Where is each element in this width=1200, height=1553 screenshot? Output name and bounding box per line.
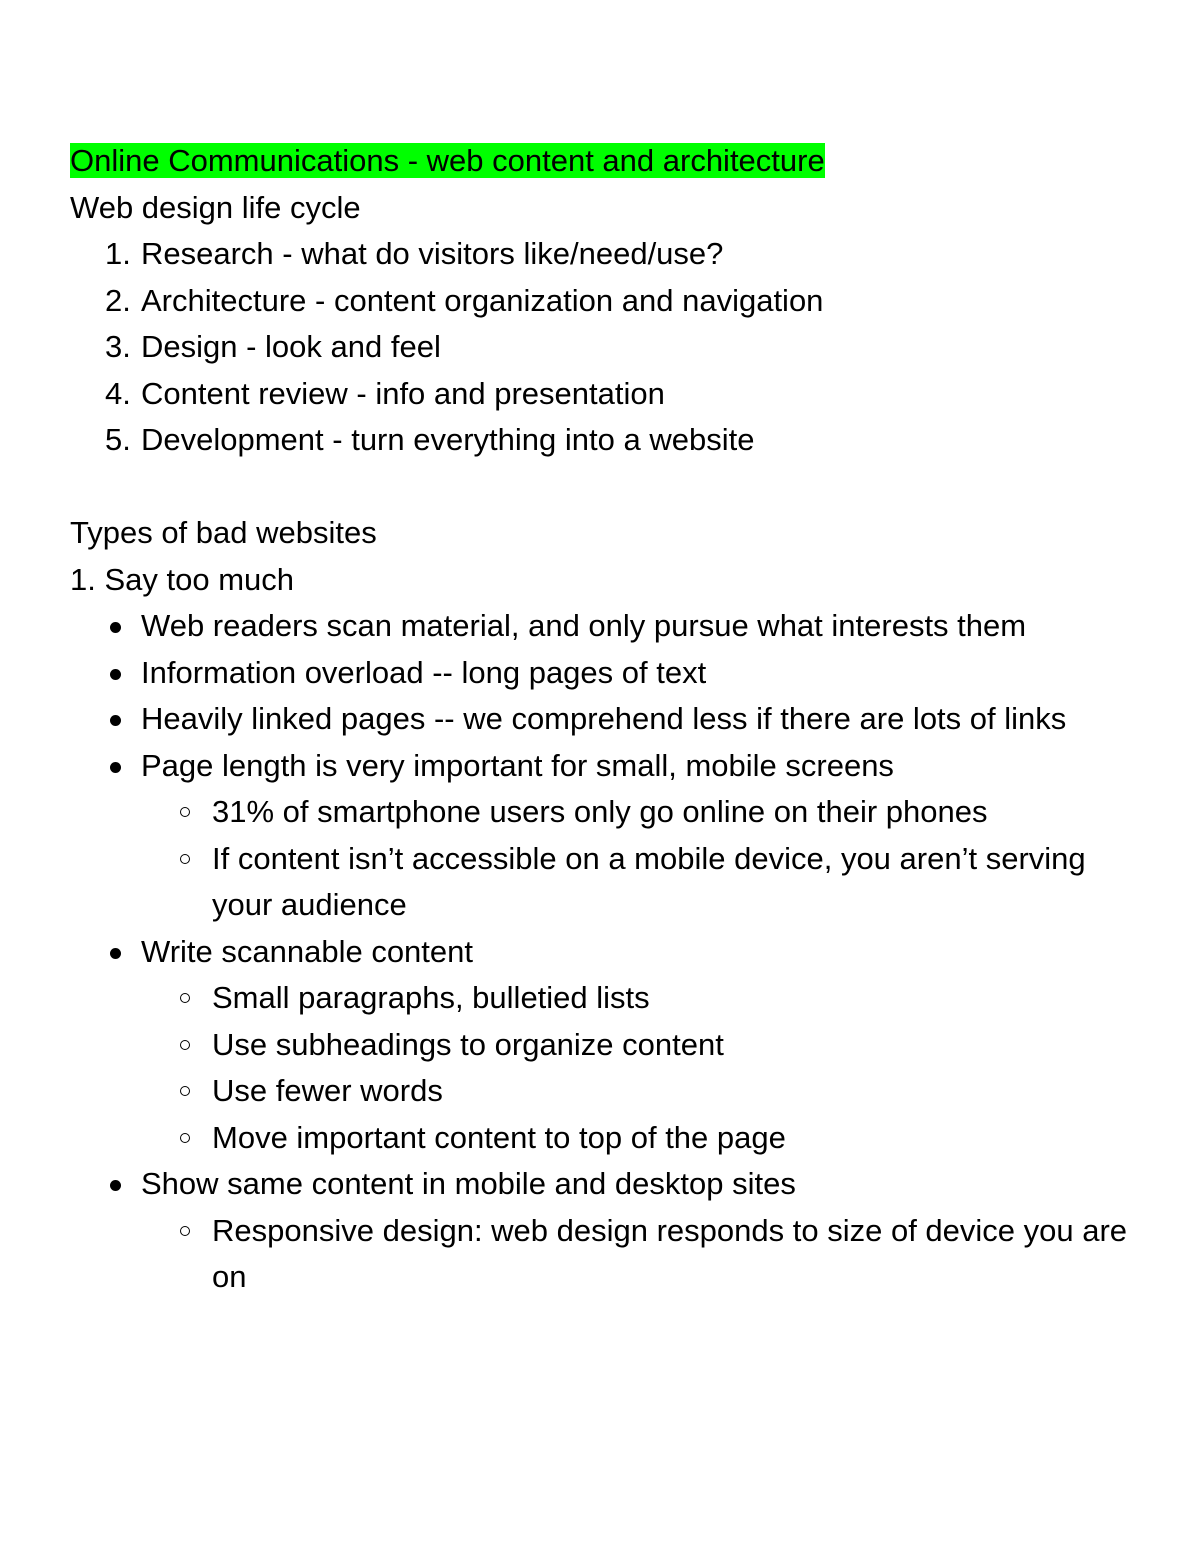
bullet-icon [110, 1180, 121, 1191]
bullet-icon [110, 669, 121, 680]
bullet-icon [110, 715, 121, 726]
document-title [70, 138, 1140, 185]
sub-list-item [70, 836, 1140, 929]
list-item-text: Write scannable content [141, 933, 474, 969]
list-item-text: Design - look and feel [141, 329, 441, 364]
life-cycle-list [70, 231, 1140, 464]
sub-list-item [70, 1022, 1140, 1069]
sub-list [70, 1208, 1140, 1301]
sub-item-text: Small paragraphs, bulletied lists [212, 980, 650, 1015]
document-page [70, 138, 1140, 1301]
title-highlight: Online Communications - web content and architecture [70, 143, 825, 178]
list-item-text: Development - turn everything into a website [141, 422, 755, 457]
life-cycle-item [70, 417, 1140, 464]
section-heading-bad-websites: Types of bad websites [70, 515, 377, 550]
list-item [70, 696, 1140, 743]
sub-list-item [70, 789, 1140, 836]
hollow-bullet-icon [180, 1086, 190, 1096]
sub-list-item [70, 1115, 1140, 1162]
list-item-text: Research - what do visitors like/need/use? [141, 236, 724, 271]
life-cycle-item [70, 231, 1140, 278]
hollow-bullet-icon [180, 993, 190, 1003]
list-item-text: Heavily linked pages -- we comprehend less if there are lots of links [141, 701, 1067, 736]
list-item-text: Content review - info and presentation [141, 375, 665, 411]
list-item [70, 603, 1140, 650]
sub-list-item [70, 1068, 1140, 1115]
list-number: 3. [105, 329, 131, 364]
bad-websites-list [70, 603, 1140, 789]
sub-list-item [70, 975, 1140, 1022]
section-heading-life-cycle: Web design life cycle [70, 189, 361, 225]
life-cycle-item [70, 278, 1140, 325]
bad-websites-list-cont [70, 929, 1140, 976]
bullet-icon [110, 762, 121, 773]
list-item [70, 650, 1140, 697]
list-number: 2. [105, 282, 131, 318]
list-item [70, 1161, 1140, 1208]
list-item [70, 743, 1140, 790]
list-number: 1. [105, 236, 131, 271]
list-item-text: Architecture - content organization and navigation [141, 282, 824, 318]
bullet-icon [110, 948, 121, 959]
sub-item-text: Use fewer words [212, 1073, 443, 1108]
list-item-text: Show same content in mobile and desktop sites [141, 1166, 796, 1201]
list-number: 5. [105, 422, 131, 457]
sub-item-text: Use subheadings to organize content [212, 1026, 724, 1062]
hollow-bullet-icon [180, 807, 190, 817]
hollow-bullet-icon [180, 1040, 190, 1050]
subheading-say-too-much: 1. Say too much [70, 561, 295, 597]
sub-item-text: Move important content to top of the page [212, 1119, 786, 1155]
list-item-text: Page length is very important for small, mobile screens [141, 747, 894, 783]
sub-list [70, 789, 1140, 929]
sub-item-text: 31% of smartphone users only go online on their phones [212, 794, 988, 829]
hollow-bullet-icon [180, 854, 190, 864]
list-item-text: Web readers scan material, and only pursue what interests them [141, 608, 1027, 643]
sub-list [70, 975, 1140, 1161]
list-number: 4. [105, 375, 131, 411]
sub-item-text: Responsive design: web design responds to size of device you are on [212, 1212, 1128, 1294]
spacer [70, 464, 1140, 511]
life-cycle-item [70, 371, 1140, 418]
list-item [70, 929, 1140, 976]
sub-item-text: If content isn’t accessible on a mobile device, you aren’t serving your audience [212, 840, 1086, 922]
life-cycle-item [70, 324, 1140, 371]
hollow-bullet-icon [180, 1133, 190, 1143]
sub-list-item [70, 1208, 1140, 1301]
bad-websites-list-cont [70, 1161, 1140, 1208]
list-item-text: Information overload -- long pages of text [141, 654, 707, 690]
hollow-bullet-icon [180, 1226, 190, 1236]
bullet-icon [110, 622, 121, 633]
